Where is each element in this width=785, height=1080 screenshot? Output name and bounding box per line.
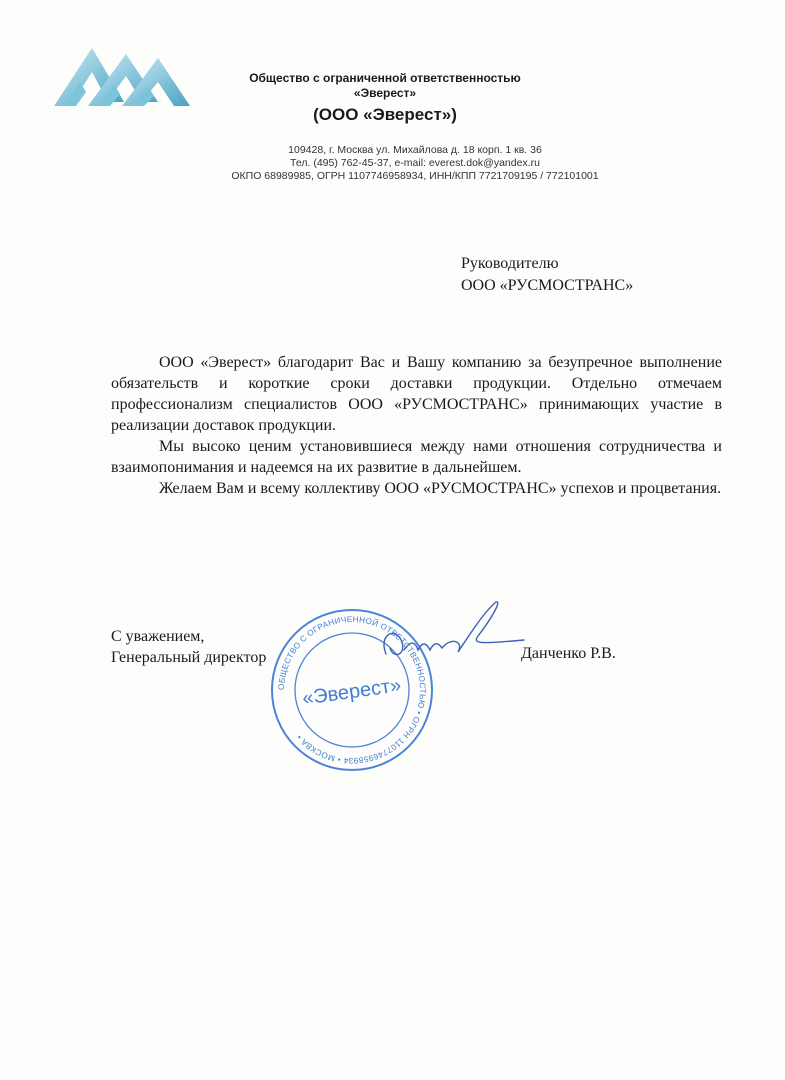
addressee-block — [461, 253, 633, 297]
body-paragraph-1: ООО «Эверест» благодарит Вас и Вашу компанию за безупречное выполнение обязательств и короткие сроки доставки продукции. Отдельно отмечаем профессионализм специалистов ООО «РУСМОСТРАНС» принимающих участие в реализации доставок продукции. — [111, 354, 722, 434]
org-full-name-line2: «Эверест» — [353, 86, 417, 100]
company-codes: ОКПО 68989985, ОГРН 1107746958934, ИНН/КПП 7721709195 / 772101001 — [231, 170, 599, 182]
body-paragraph-2: Мы высоко ценим установившиеся между нами отношения сотрудничества и взаимопонимания и надеемся на их развитие в дальнейшем. — [111, 438, 722, 476]
signer-name: Данченко Р.В. — [521, 645, 616, 662]
addressee-title: Руководителю — [461, 255, 559, 272]
org-full-name-line1: Общество с ограниченной ответственностью — [249, 71, 521, 85]
mountains-logo-icon — [52, 44, 192, 108]
closing-regards: С уважением, — [111, 628, 205, 645]
company-address: 109428, г. Москва ул. Михайлова д. 18 корп. 1 кв. 36 — [288, 144, 542, 156]
letterhead — [205, 71, 565, 125]
org-short-name: (ООО «Эверест») — [313, 105, 457, 124]
company-contacts: Тел. (495) 762-45-37, e-mail: everest.dok@yandex.ru — [290, 157, 540, 169]
addressee-company: ООО «РУСМОСТРАНС» — [461, 277, 634, 294]
body-paragraph-3: Желаем Вам и всему коллективу ООО «РУСМОСТРАНС» успехов и процветания. — [159, 480, 722, 497]
letter-body — [111, 352, 722, 499]
stamp-center-text: «Эверест» — [300, 674, 403, 710]
closing-block — [111, 626, 266, 668]
signer-position: Генеральный директор — [111, 649, 267, 666]
stamp-ring-text: ОБЩЕСТВО С ОГРАНИЧЕННОЙ ОТВЕТСТВЕННОСТЬЮ • ОГРН 1107746958934 • МОСКВА • — [276, 614, 428, 766]
company-requisites — [215, 144, 615, 183]
handwritten-signature — [360, 598, 530, 668]
